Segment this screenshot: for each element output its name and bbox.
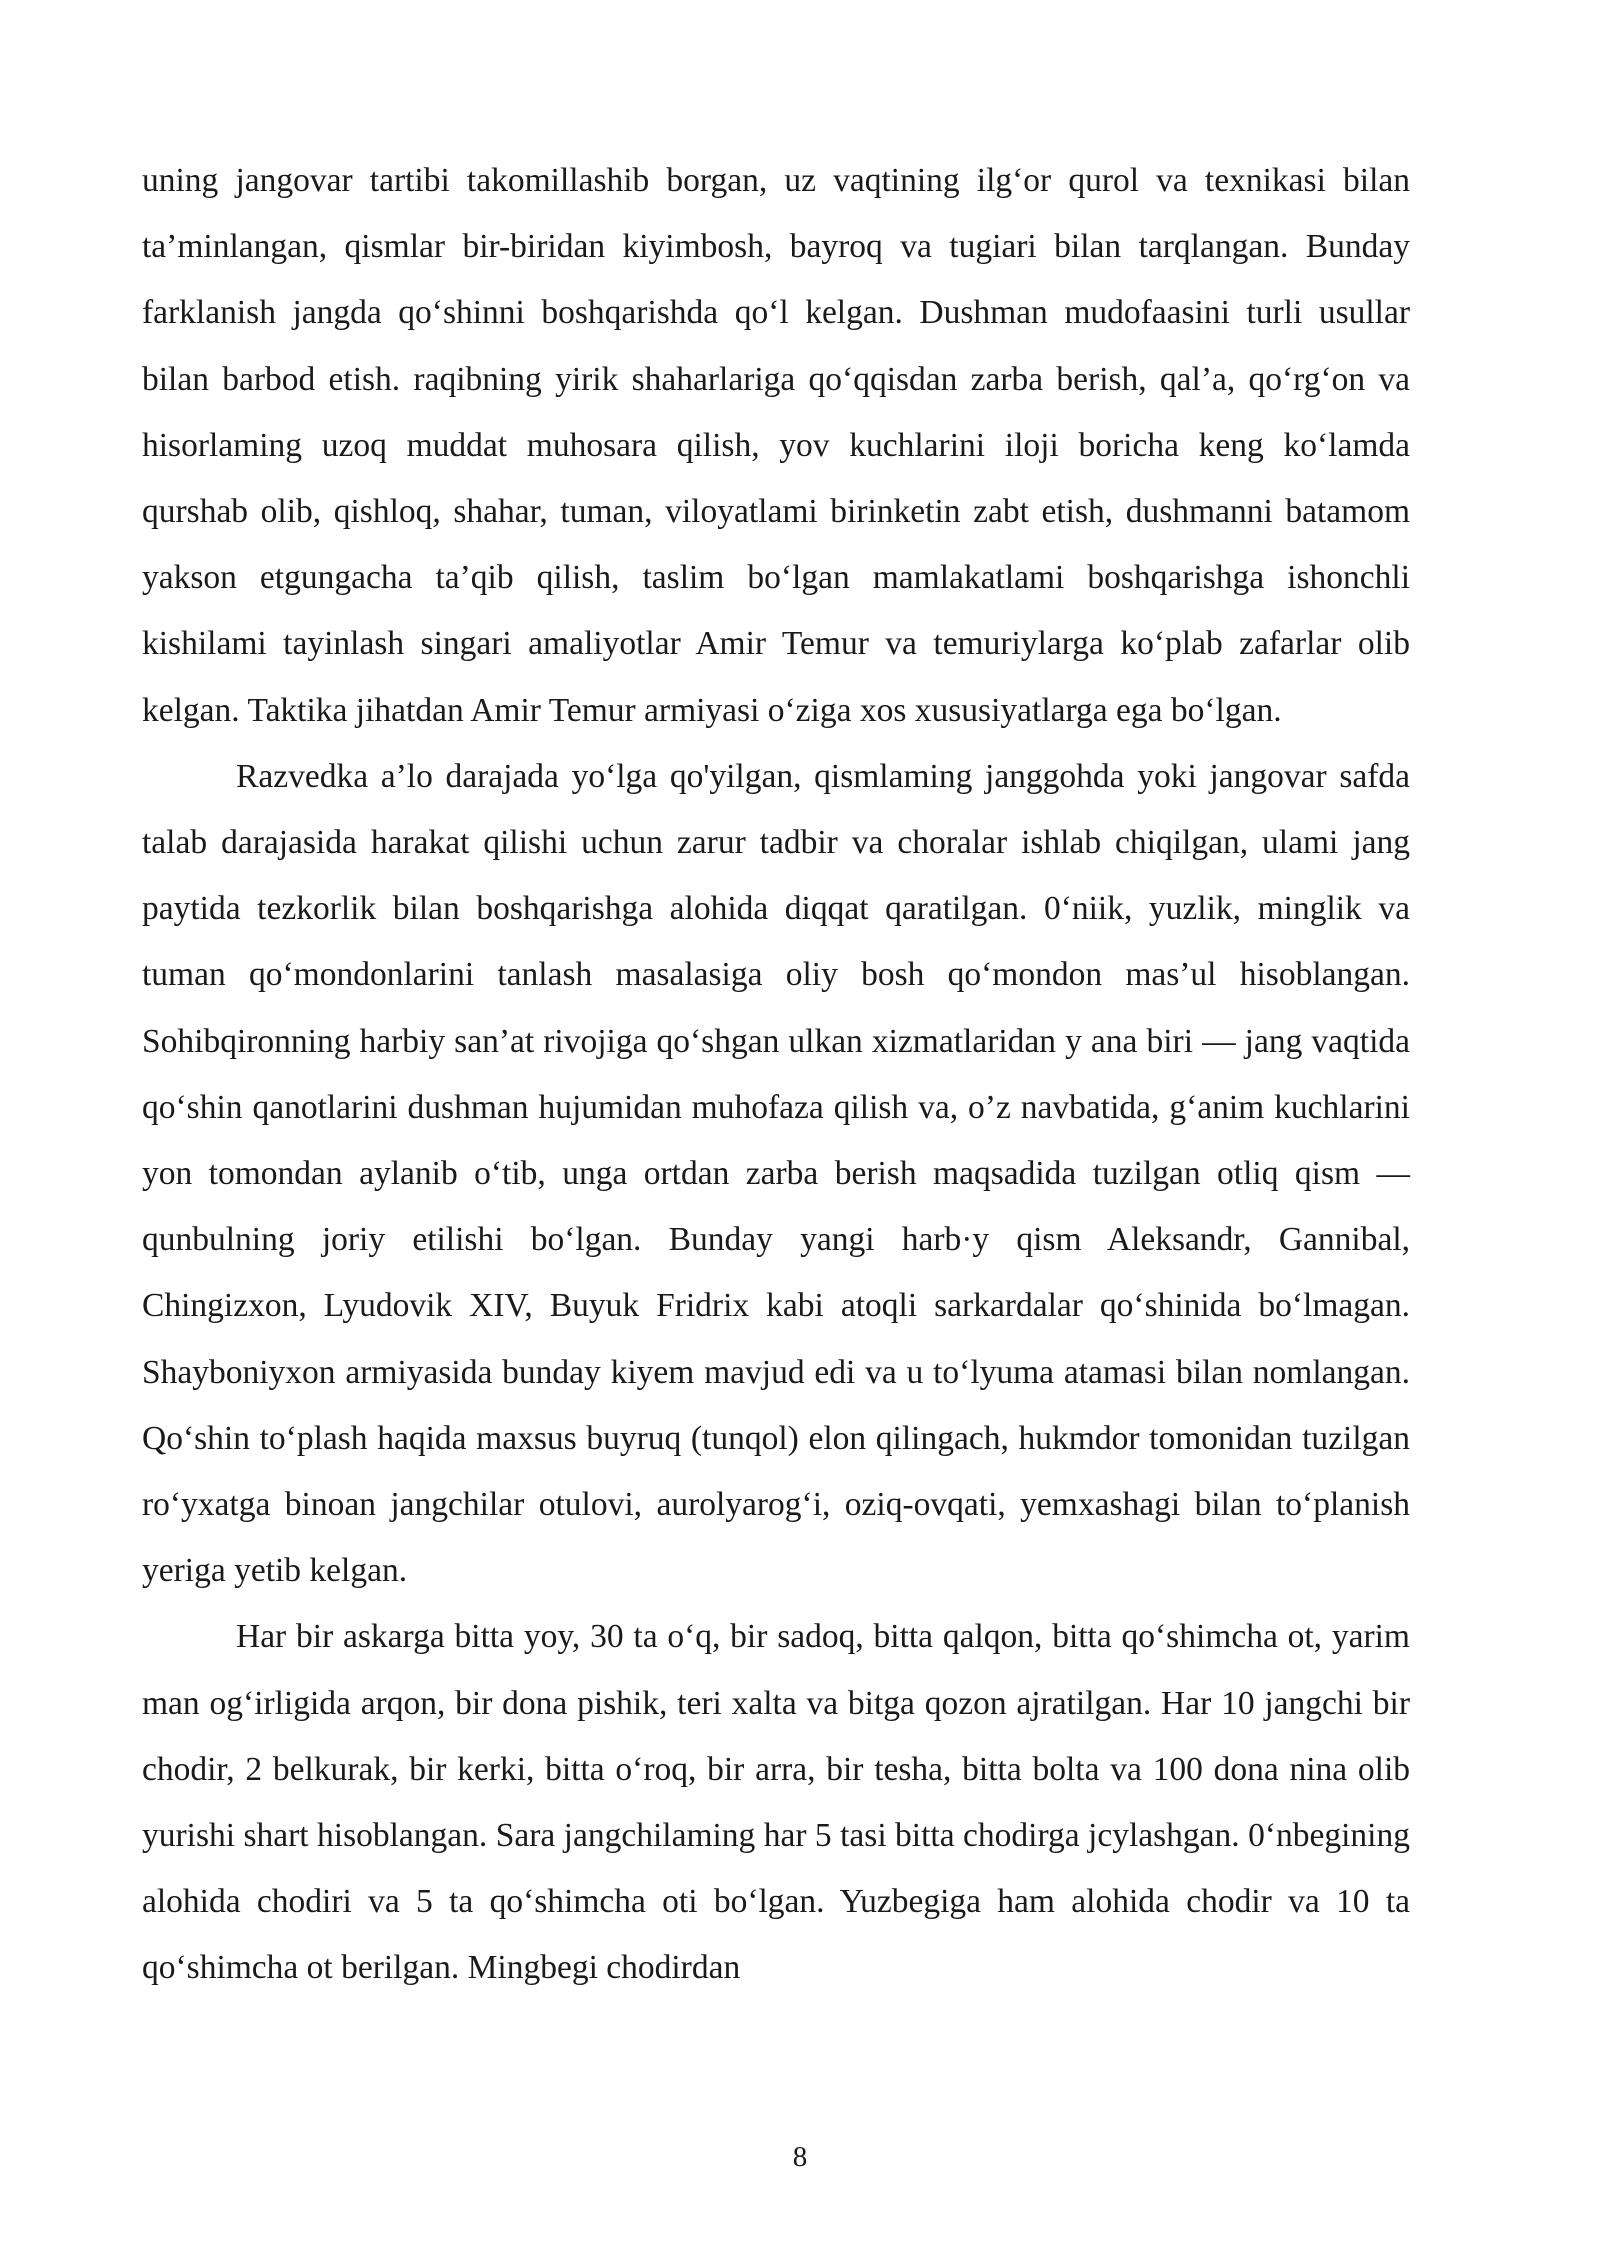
paragraph-3: Har bir askarga bitta yoy, 30 ta o‘q, bir sadoq, bitta qalqon, bitta qo‘shimcha ot, yarim man og‘irligida arqon, bir dona pishik, teri xalta va bitga qozon ajratilgan. Har 10 jangchi bir chodir, 2 belkurak, bir kerki, bitta o‘roq, bir arra, bir tesha, bitta bolta va 100 dona nina olib yurishi shart hisoblangan. Sara jangchilaming har 5 tasi bitta chodirga jcylashgan. 0‘nbegining alohida chodiri va 5 ta qo‘shimcha oti bo‘lgan. Yuzbegiga ham alohida chodir va 10 ta qo‘shimcha ot berilgan. Mingbegi chodirdan: [142, 1618, 1410, 1987]
paragraph-1: uning jangovar tartibi takomillashib borgan, uz vaqtining ilg‘or qurol va texnikasi bilan ta’minlangan, qismlar bir-biridan kiyimbosh, bayroq va tugiari bilan tarqlangan. Bunday farklanish jangda qo‘shinni boshqarishda qo‘l kelgan. Dushman mudofaasini turli usullar bilan barbod etish. raqibning yirik shaharlariga qo‘qqisdan zarba berish, qal’a, qo‘rg‘on va hisorlaming uzoq muddat muhosara qilish, yov kuchlarini iloji boricha keng ko‘lamda qurshab olib, qishloq, shahar, tuman, viloyatlami birinketin zabt etish, dushmanni batamom yakson etgungacha ta’qib qilish, taslim bo‘lgan mamlakatlami boshqarishga ishonchli kishilami tayinlash singari amaliyotlar Amir Temur va temuriylarga ko‘plab zafarlar olib kelgan. Taktika jihatdan Amir Temur armiyasi o‘ziga xos xususiyatlarga ega bo‘lgan.: [142, 162, 1410, 729]
document-body: [142, 148, 1410, 2002]
paragraph-2: Razvedka a’lo darajada yo‘lga qo'yilgan, qismlaming janggohda yoki jangovar safda talab darajasida harakat qilishi uchun zarur tadbir va choralar ishlab chiqilgan, ulami jang paytida tezkorlik bilan boshqarishga alohida diqqat qaratilgan. 0‘niik, yuzlik, minglik va tuman qo‘mondonlarini tanlash masalasiga oliy bosh qo‘mondon mas’ul hisoblangan. Sohibqironning harbiy san’at rivojiga qo‘shgan ulkan xizmatlaridan y ana biri — jang vaqtida qo‘shin qanotlarini dushman hujumidan muhofaza qilish va, o’z navbatida, g‘anim kuchlarini yon tomondan aylanib o‘tib, unga ortdan zarba berish maqsadida tuzilgan otliq qism — qunbulning joriy etilishi bo‘lgan. Bunday yangi harb·y qism Aleksandr, Gannibal, Chingizxon, Lyudovik XIV, Buyuk Fridrix kabi atoqli sarkardalar qo‘shinida bo‘lmagan. Shayboniyxon armiyasida bunday kiyem mavjud edi va u to‘lyuma atamasi bilan nomlangan. Qo‘shin to‘plash haqida maxsus buyruq (tunqol) elon qilingach, hukmdor tomonidan tuzilgan ro‘yxatga binoan jangchilar otulovi, aurolyarog‘i, oziq-ovqati, yemxashagi bilan to‘planish yeriga yetib kelgan.: [142, 757, 1410, 1590]
page-number: 8: [792, 2141, 808, 2173]
